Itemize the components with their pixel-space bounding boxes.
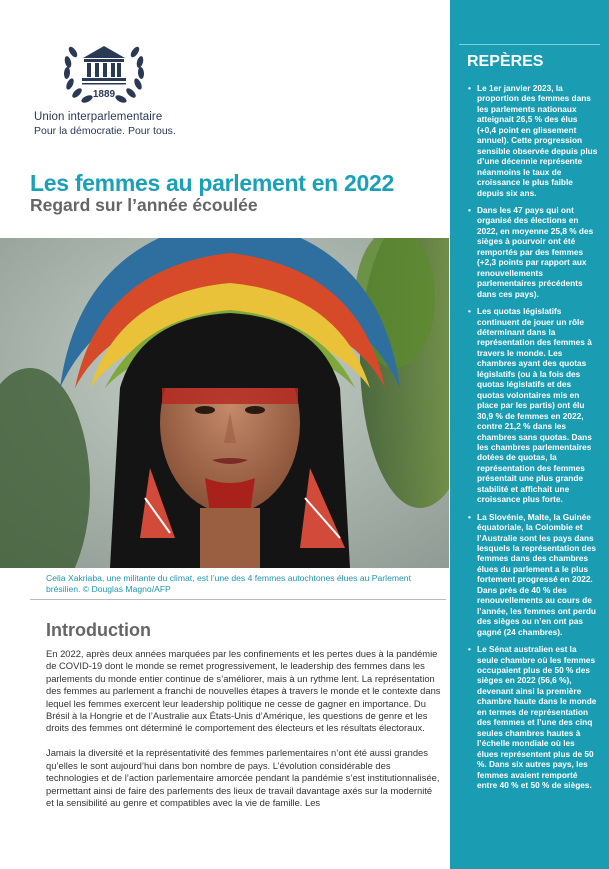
page-title: Les femmes au parlement en 2022 xyxy=(30,170,394,196)
key-fact-item: • La Slovénie, Malte, la Guinée équatoriale, la Colombie et l’Australie sont les pays dans lesquels la représentation des femmes dans des chambres élues du parlement a le plus fortement progressé en 2022. Dans près de 40 % des renouvellements au cours de l’année, les femmes ont perdu des sièges ou n’en ont pas gagné (24 chambres). xyxy=(450,512,600,637)
introduction-heading: Introduction xyxy=(46,620,151,640)
introduction-body xyxy=(46,648,442,822)
introduction-paragraph: Jamais la diversité et la représentativité des femmes parlementaires n’ont été aussi grandes qu’elles le sont aujourd’hui dans bon nombre de pays. L’évolution considérable des technologies et de l’action parlementaire amorcée pendant la pandémie s’est institutionnalisée, permettant ainsi de faire des parlements des lieux de travail davantage axés sur la modernité et la sensibilité au genre et compatibles avec la vie de famille. Les xyxy=(46,747,440,809)
key-fact-item: • Le 1er janvier 2023, la proportion des femmes dans les parlements nationaux atteignait 26,5 % des élus (+0,4 point en glissement annuel). Cette progression sensible observée depuis plus d’une décennie représente néanmoins le taux de croissance le plus faible depuis six ans. xyxy=(450,83,600,198)
portrait-illustration xyxy=(0,238,449,568)
key-fact-item: • Le Sénat australien est la seule chambre où les femmes occupaient plus de 50 % des sièges en 2022 (56,6 %), devenant ainsi la première chambre haute dans le monde en termes de représentation des femmes et l’une des cinq seules chambres hautes à l’échelle mondiale où les élues représentent plus de 50 %. Dans six autres pays, les femmes avaient remporté entre 40 % et 50 % de sièges. xyxy=(450,644,600,790)
sidebar-heading: REPÈRES xyxy=(467,53,544,70)
org-tagline: Pour la démocratie. Pour tous. xyxy=(34,125,176,137)
key-facts-list xyxy=(450,83,600,797)
reperes-sidebar xyxy=(450,0,609,869)
section-divider xyxy=(30,599,446,600)
page-subtitle: Regard sur l’année écoulée xyxy=(30,195,258,215)
laurel-building-icon xyxy=(59,32,149,112)
key-fact-item: • Les quotas législatifs continuent de jouer un rôle déterminant dans la représentation des femmes à travers le monde. Les chambres ayant des quotas législatifs (ou à la fois des quotas législatifs et des quotas volontaires mis en place par les partis) ont élu 30,9 % de femmes en 2022, contre 21,2 % dans les chambres sans quotas. Dans les chambres parlementaires dotées de quotas, la représentation des femmes présentait une plus grande stabilité et affichait une croissance plus forte. xyxy=(450,306,600,505)
logo-year: 1889 xyxy=(92,89,116,100)
portrait-photo xyxy=(0,238,449,568)
photo-caption: Celia Xakriaba, une militante du climat, est l’une des 4 femmes autochtones élues au Parlement brésilien. © Douglas Magno/AFP xyxy=(46,573,411,594)
org-name: Union interparlementaire xyxy=(34,111,163,123)
introduction-paragraph: En 2022, après deux années marquées par les confinements et les pertes dues à la pandémie de COVID-19 dont le monde se remet progressivement, le leadership des femmes dans les parlements du monde entier continue de s’améliorer, mais à un rythme lent. La représentation des femmes au parlement a franchi de nouvelles étapes à travers le monde et le contexte dans lequel les femmes exercent leur leadership politique ne cesse de gagner en importance. Du Brésil à la Hongrie et de l’Australie aux États-Unis d’Amérique, les questions de genre et les droits des femmes ont déterminé le comportement des électeurs et les résultats électoraux. xyxy=(46,648,441,734)
key-fact-item: • Dans les 47 pays qui ont organisé des élections en 2022, en moyenne 25,8 % des sièges à pourvoir ont été remportés par des femmes (+2,3 points par rapport aux renouvellements parlementaires précédents dans ces pays). xyxy=(450,205,600,299)
sidebar-divider xyxy=(459,44,600,45)
